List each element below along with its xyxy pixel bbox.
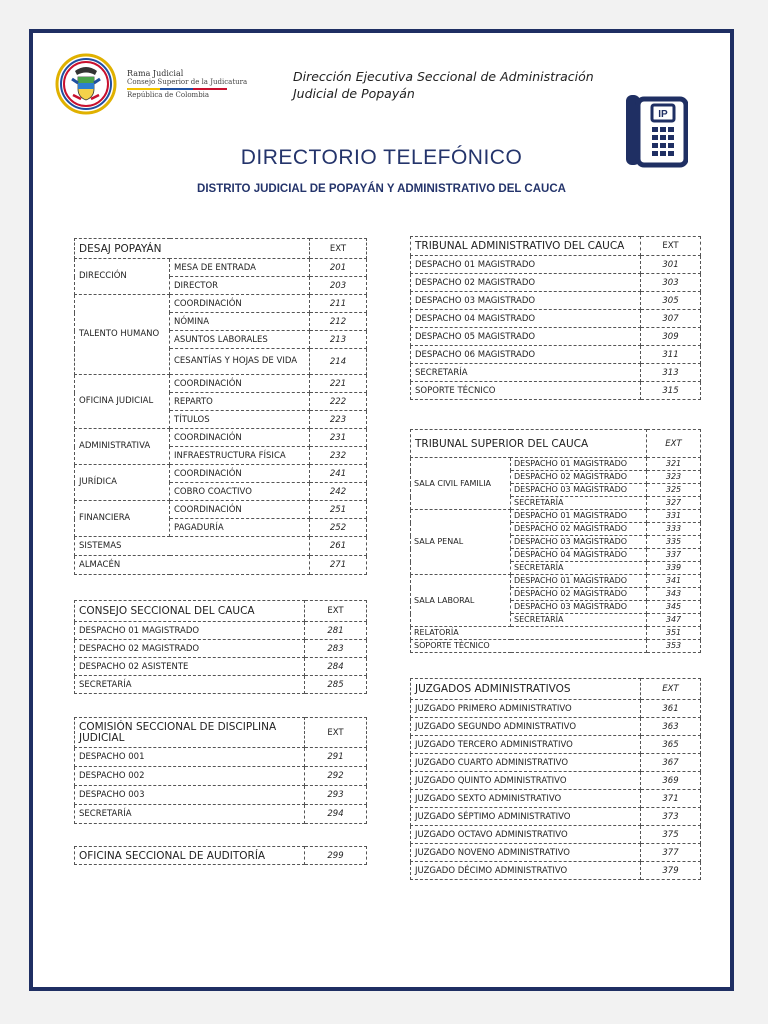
extension-number: 242 — [310, 483, 367, 501]
extension-number: 292 — [305, 767, 367, 786]
office-name: TÍTULOS — [170, 411, 310, 429]
office-name: CESANTÍAS Y HOJAS DE VIDA — [170, 349, 310, 375]
table-row — [75, 295, 367, 313]
table-row — [411, 718, 701, 736]
office-name: JUZGADO SEXTO ADMINISTRATIVO — [411, 790, 641, 808]
group-label: ADMINISTRATIVA — [75, 429, 170, 465]
extension-number: 321 — [647, 458, 701, 471]
extension-number: 241 — [310, 465, 367, 483]
office-name: JUZGADO DÉCIMO ADMINISTRATIVO — [411, 862, 641, 880]
office-name: SECRETARÍA — [511, 614, 647, 627]
table-row — [75, 805, 367, 824]
office-name: JUZGADO CUARTO ADMINISTRATIVO — [411, 754, 641, 772]
document-page — [29, 29, 734, 991]
desaj-table — [74, 238, 367, 575]
extension-number: 333 — [647, 523, 701, 536]
extension-number: 345 — [647, 601, 701, 614]
extension-number: 377 — [641, 844, 701, 862]
table-row — [411, 700, 701, 718]
page-title: DIRECTORIO TELEFÓNICO — [240, 146, 523, 169]
office-name: DESPACHO 02 MAGISTRADO — [411, 274, 641, 292]
table-row — [411, 510, 701, 523]
office-name: REPARTO — [170, 393, 310, 411]
extension-number: 212 — [310, 313, 367, 331]
office-name: DESPACHO 01 MAGISTRADO — [511, 575, 647, 588]
extension-number: 325 — [647, 484, 701, 497]
office-name: JUZGADO OCTAVO ADMINISTRATIVO — [411, 826, 641, 844]
extension-number: 213 — [310, 331, 367, 349]
office-name: JUZGADO SÉPTIMO ADMINISTRATIVO — [411, 808, 641, 826]
table-row — [75, 465, 367, 483]
table-row — [75, 622, 367, 640]
office-name: PAGADURÍA — [170, 519, 310, 537]
office-name: JUZGADO QUINTO ADMINISTRATIVO — [411, 772, 641, 790]
comision-table — [74, 717, 367, 824]
extension-number: 294 — [305, 805, 367, 824]
juzgados-ext-header: EXT — [641, 679, 701, 700]
office-name: ALMACÉN — [75, 556, 310, 575]
table-row — [411, 754, 701, 772]
extension-number: 201 — [310, 259, 367, 277]
office-name: SISTEMAS — [75, 537, 310, 556]
office-name: DESPACHO 02 MAGISTRADO — [75, 640, 305, 658]
extension-number: 203 — [310, 277, 367, 295]
desaj-title: DESAJ POPAYÁN — [75, 239, 310, 259]
tribunal-superior-table — [410, 429, 701, 653]
extension-number: 285 — [305, 676, 367, 694]
office-name: SECRETARÍA — [411, 364, 641, 382]
extension-number: 365 — [641, 736, 701, 754]
tribunal-superior-title: TRIBUNAL SUPERIOR DEL CAUCA — [411, 430, 647, 458]
extension-number: 252 — [310, 519, 367, 537]
table-row — [411, 679, 701, 700]
extension-number: 335 — [647, 536, 701, 549]
extension-number: 311 — [641, 346, 701, 364]
table-row — [411, 346, 701, 364]
extension-number: 341 — [647, 575, 701, 588]
office-name: DESPACHO 06 MAGISTRADO — [411, 346, 641, 364]
table-row — [411, 292, 701, 310]
table-row — [411, 430, 701, 458]
extension-number: 271 — [310, 556, 367, 575]
office-name: JUZGADO NOVENO ADMINISTRATIVO — [411, 844, 641, 862]
institution-line-1: Rama Judicial — [127, 69, 184, 78]
extension-number: 323 — [647, 471, 701, 484]
extension-number: 337 — [647, 549, 701, 562]
tribunal_adm-title: TRIBUNAL ADMINISTRATIVO DEL CAUCA — [411, 237, 641, 256]
group-label: DIRECCIÓN — [75, 259, 170, 295]
extension-number: 261 — [310, 537, 367, 556]
office-name: DESPACHO 03 MAGISTRADO — [511, 601, 647, 614]
institution-block — [127, 69, 247, 100]
table-row — [411, 627, 701, 640]
office-name: MESA DE ENTRADA — [170, 259, 310, 277]
group-label: JURÍDICA — [75, 465, 170, 501]
extension-number: 315 — [641, 382, 701, 400]
office-name: INFRAESTRUCTURA FÍSICA — [170, 447, 310, 465]
extension-number: 281 — [305, 622, 367, 640]
extension-number: 363 — [641, 718, 701, 736]
table-row — [75, 767, 367, 786]
office-name: COBRO COACTIVO — [170, 483, 310, 501]
table-row — [75, 429, 367, 447]
table-row — [411, 256, 701, 274]
office-name: COORDINACIÓN — [170, 465, 310, 483]
table-row — [75, 259, 367, 277]
extension-number: 307 — [641, 310, 701, 328]
office-name: COORDINACIÓN — [170, 375, 310, 393]
table-row — [75, 658, 367, 676]
office-name: ASUNTOS LABORALES — [170, 331, 310, 349]
extension-number: 293 — [305, 786, 367, 805]
page-subtitle: DISTRITO JUDICIAL DE POPAYÁN Y ADMINISTRATIVO DEL CAUCA — [197, 183, 566, 195]
coat-of-arms-logo — [55, 53, 117, 115]
table-row — [75, 537, 367, 556]
extension-number: 369 — [641, 772, 701, 790]
extension-number: 232 — [310, 447, 367, 465]
table-row — [75, 375, 367, 393]
table-row — [411, 844, 701, 862]
group-label: OFICINA JUDICIAL — [75, 375, 170, 429]
extension-number: 343 — [647, 588, 701, 601]
table-row — [75, 718, 367, 748]
extension-number: 211 — [310, 295, 367, 313]
office-name: JUZGADO SEGUNDO ADMINISTRATIVO — [411, 718, 641, 736]
office-name: DESPACHO 02 MAGISTRADO — [511, 588, 647, 601]
comision-title: COMISIÓN SECCIONAL DE DISCIPLINA JUDICIAL — [75, 718, 305, 748]
extension-number: 301 — [641, 256, 701, 274]
extension-number: 331 — [647, 510, 701, 523]
extension-number: 231 — [310, 429, 367, 447]
office-name: DESPACHO 003 — [75, 786, 305, 805]
juzgados-table — [410, 678, 701, 880]
office-name: DESPACHO 01 MAGISTRADO — [511, 458, 647, 471]
tribunal-superior-ext-header: EXT — [647, 430, 701, 458]
extension-number: 251 — [310, 501, 367, 519]
extension-number: 305 — [641, 292, 701, 310]
sala-label: SALA LABORAL — [411, 575, 511, 627]
juzgados-title: JUZGADOS ADMINISTRATIVOS — [411, 679, 641, 700]
office-name: DESPACHO 05 MAGISTRADO — [411, 328, 641, 346]
extension-number: 221 — [310, 375, 367, 393]
directorate-heading — [293, 68, 613, 102]
office-name: DESPACHO 03 MAGISTRADO — [511, 536, 647, 549]
office-name: SECRETARÍA — [511, 497, 647, 510]
office-name: SOPORTE TÉCNICO — [411, 640, 647, 653]
office-name: DESPACHO 04 MAGISTRADO — [411, 310, 641, 328]
table-row — [75, 748, 367, 767]
office-name: DESPACHO 02 MAGISTRADO — [511, 471, 647, 484]
office-name: DESPACHO 01 MAGISTRADO — [411, 256, 641, 274]
table-row — [411, 736, 701, 754]
extension-number: 379 — [641, 862, 701, 880]
table-row — [411, 808, 701, 826]
extension-number: 327 — [647, 497, 701, 510]
tribunal-administrativo-table — [410, 236, 701, 400]
tribunal_adm-ext-header: EXT — [641, 237, 701, 256]
extension-number: 375 — [641, 826, 701, 844]
office-name: DESPACHO 002 — [75, 767, 305, 786]
table-row — [411, 826, 701, 844]
table-row — [75, 601, 367, 622]
table-row — [411, 458, 701, 471]
auditoria-table — [74, 846, 367, 865]
extension-number: 283 — [305, 640, 367, 658]
table-row — [411, 237, 701, 256]
extension-number: 222 — [310, 393, 367, 411]
office-name: COORDINACIÓN — [170, 429, 310, 447]
table-row — [411, 790, 701, 808]
office-name: SOPORTE TÉCNICO — [411, 382, 641, 400]
office-name: DESPACHO 03 MAGISTRADO — [511, 484, 647, 497]
extension-number: 313 — [641, 364, 701, 382]
extension-number: 214 — [310, 349, 367, 375]
directorate-line-2: Judicial de Popayán — [293, 86, 415, 101]
office-name: DIRECTOR — [170, 277, 310, 295]
table-row — [411, 364, 701, 382]
office-name: DESPACHO 001 — [75, 748, 305, 767]
extension-number: 373 — [641, 808, 701, 826]
table-row — [411, 310, 701, 328]
auditoria-title: OFICINA SECCIONAL DE AUDITORÍA — [75, 847, 305, 865]
extension-number: 303 — [641, 274, 701, 292]
extension-number: 223 — [310, 411, 367, 429]
office-name: DESPACHO 04 MAGISTRADO — [511, 549, 647, 562]
ip-icon-label: IP — [658, 109, 668, 120]
table-row — [75, 786, 367, 805]
table-row — [411, 382, 701, 400]
group-label: FINANCIERA — [75, 501, 170, 537]
office-name: SECRETARÍA — [511, 562, 647, 575]
office-name: RELATORÍA — [411, 627, 647, 640]
office-name: SECRETARÍA — [75, 805, 305, 824]
flag-stripe — [127, 88, 227, 90]
extension-number: 339 — [647, 562, 701, 575]
extension-number: 371 — [641, 790, 701, 808]
group-label: TALENTO HUMANO — [75, 295, 170, 375]
office-name: NÓMINA — [170, 313, 310, 331]
table-row — [75, 556, 367, 575]
table-row — [75, 501, 367, 519]
table-row — [411, 640, 701, 653]
office-name: COORDINACIÓN — [170, 501, 310, 519]
extension-number: 353 — [647, 640, 701, 653]
extension-number: 284 — [305, 658, 367, 676]
office-name: DESPACHO 01 MAGISTRADO — [75, 622, 305, 640]
extension-number: 291 — [305, 748, 367, 767]
office-name: COORDINACIÓN — [170, 295, 310, 313]
sala-label: SALA PENAL — [411, 510, 511, 575]
extension-number: 351 — [647, 627, 701, 640]
consejo-ext-header: EXT — [305, 601, 367, 622]
table-row — [75, 676, 367, 694]
office-name: DESPACHO 03 MAGISTRADO — [411, 292, 641, 310]
institution-line-2: Consejo Superior de la Judicatura — [127, 78, 248, 86]
office-name: JUZGADO PRIMERO ADMINISTRATIVO — [411, 700, 641, 718]
office-name: JUZGADO TERCERO ADMINISTRATIVO — [411, 736, 641, 754]
institution-line-3: República de Colombia — [127, 91, 210, 99]
desaj-ext-header: EXT — [310, 239, 367, 259]
auditoria-ext: 299 — [305, 847, 367, 865]
consejo-table — [74, 600, 367, 694]
office-name: DESPACHO 01 MAGISTRADO — [511, 510, 647, 523]
table-row — [411, 274, 701, 292]
extension-number: 309 — [641, 328, 701, 346]
consejo-title: CONSEJO SECCIONAL DEL CAUCA — [75, 601, 305, 622]
table-row — [75, 640, 367, 658]
sala-label: SALA CIVIL FAMILIA — [411, 458, 511, 510]
office-name: SECRETARÍA — [75, 676, 305, 694]
office-name: DESPACHO 02 MAGISTRADO — [511, 523, 647, 536]
table-row — [411, 772, 701, 790]
table-row — [411, 862, 701, 880]
extension-number: 367 — [641, 754, 701, 772]
extension-number: 361 — [641, 700, 701, 718]
directorate-line-1: Dirección Ejecutiva Seccional de Administración — [293, 69, 594, 84]
table-row — [75, 239, 367, 259]
extension-number: 347 — [647, 614, 701, 627]
table-row — [411, 575, 701, 588]
comision-ext-header: EXT — [305, 718, 367, 748]
table-row — [411, 328, 701, 346]
office-name: DESPACHO 02 ASISTENTE — [75, 658, 305, 676]
